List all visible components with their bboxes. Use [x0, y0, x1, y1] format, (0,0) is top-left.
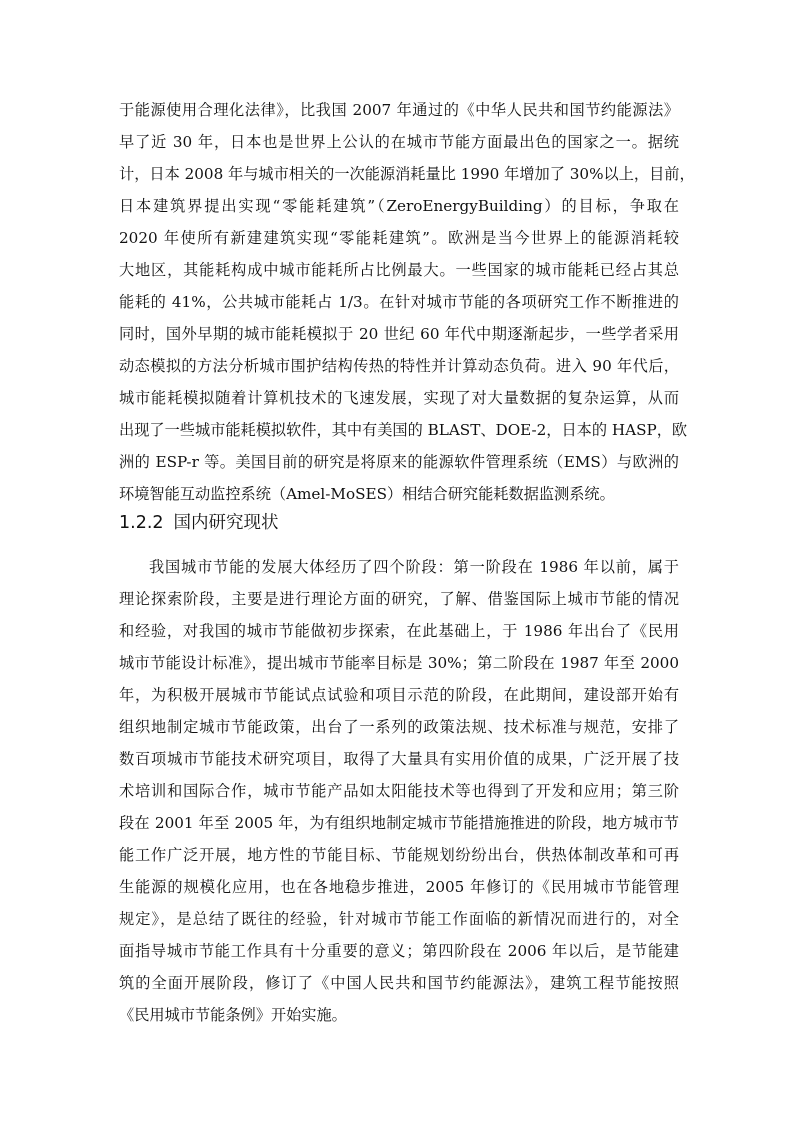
paragraph-line: 我国城市节能的发展大体经历了四个阶段：第一阶段在 1986 年以前，属于: [149, 558, 679, 576]
section-heading: [119, 505, 279, 541]
paragraph-line: 大地区，其能耗构成中城市能耗所占比例最大。一些国家的城市能耗已经占其总: [119, 261, 679, 279]
paragraph-line: 出现了一些城市能耗模拟软件，其中有美国的 BLAST、DOE-2，日本的 HASP，欧: [119, 421, 688, 439]
paragraph-line: 生能源的规模化应用，也在各地稳步推进，2005 年修订的《民用城市节能管理: [119, 878, 679, 896]
paragraph-line: 洲的 ESP-r 等。美国目前的研究是将原来的能源软件管理系统（EMS）与欧洲的: [119, 453, 679, 471]
paragraph-line: 理论探索阶段，主要是进行理论方面的研究，了解、借鉴国际上城市节能的情况: [119, 590, 679, 608]
paragraph-line: 组织地制定城市节能政策，出台了一系列的政策法规、技术标准与规范，安排了: [119, 718, 679, 736]
paragraph-line: 日本建筑界提出实现“零能耗建筑”（ZeroEnergyBuilding）的目标，争取在: [119, 197, 679, 215]
paragraph-line: 《民用城市节能条例》开始实施。: [119, 1006, 347, 1024]
paragraph-line: 计，日本 2008 年与城市相关的一次能源消耗量比 1990 年增加了 30%以上，目前，: [119, 165, 695, 183]
paragraph-line: 2020 年使所有新建建筑实现“零能耗建筑”。欧洲是当今世界上的能源消耗较: [119, 229, 679, 247]
section-number: 1.2.2: [119, 513, 164, 533]
paragraph-line: 和经验，对我国的城市节能做初步探索，在此基础上，于 1986 年出台了《民用: [119, 622, 679, 640]
paragraph-line: 环境智能互动监控系统（Amel-MoSES）相结合研究能耗数据监测系统。: [119, 485, 615, 503]
paragraph-line: 筑的全面开展阶段，修订了《中国人民共和国节约能源法》，建筑工程节能按照: [119, 974, 679, 992]
paragraph-line: 能耗的 41%，公共城市能耗占 1/3。在针对城市节能的各项研究工作不断推进的: [119, 293, 679, 311]
paragraph-line: 面指导城市节能工作具有十分重要的意义；第四阶段在 2006 年以后，是节能建: [119, 942, 679, 960]
paragraph-line: 年，为积极开展城市节能试点试验和项目示范的阶段，在此期间，建设部开始有: [119, 686, 679, 704]
paragraph-international-research: [119, 94, 695, 510]
paragraph-line: 同时，国外早期的城市能耗模拟于 20 世纪 60 年代中期逐渐起步，一些学者采用: [119, 325, 679, 343]
paragraph-line: 规定》，是总结了既往的经验，针对城市节能工作面临的新情况而进行的，对全: [119, 910, 679, 928]
paragraph-line: 于能源使用合理化法律》，比我国 2007 年通过的《中华人民共和国节约能源法》: [119, 101, 679, 119]
paragraph-line: 早了近 30 年，日本也是世界上公认的在城市节能方面最出色的国家之一。据统: [119, 133, 679, 151]
section-title: 国内研究现状: [173, 513, 279, 533]
paragraph-line: 能工作广泛开展，地方性的节能目标、节能规划纷纷出台，供热体制改革和可再: [119, 846, 679, 864]
paragraph-line: 动态模拟的方法分析城市围护结构传热的特性并计算动态负荷。进入 90 年代后，: [119, 357, 679, 375]
paragraph-line: 城市能耗模拟随着计算机技术的飞速发展，实现了对大量数据的复杂运算，从而: [119, 389, 679, 407]
paragraph-domestic-research: [119, 551, 679, 1031]
paragraph-line: 城市节能设计标准》，提出城市节能率目标是 30%；第二阶段在 1987 年至 2000: [119, 654, 679, 672]
paragraph-line: 术培训和国际合作，城市节能产品如太阳能技术等也得到了开发和应用；第三阶: [119, 782, 679, 800]
paragraph-line: 数百项城市节能技术研究项目，取得了大量具有实用价值的成果，广泛开展了技: [119, 750, 679, 768]
paragraph-line: 段在 2001 年至 2005 年，为有组织地制定城市节能措施推进的阶段，地方城市节: [119, 814, 679, 832]
